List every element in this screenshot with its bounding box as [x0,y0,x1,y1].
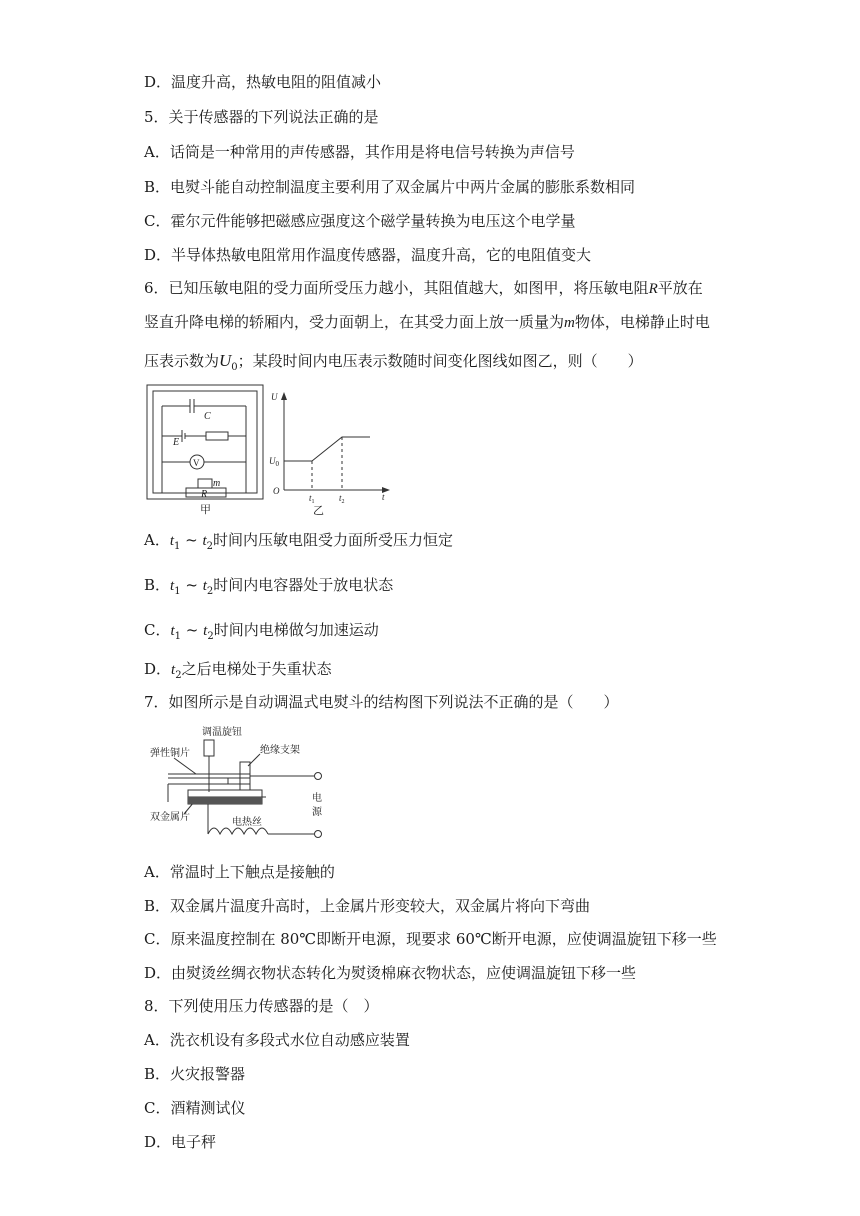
label-m: m [213,478,221,489]
label-power-2: 源 [312,807,322,818]
q8-option-c: C．酒精测试仪 [144,1099,246,1117]
caption-jia: 甲 [200,504,211,515]
q6-option-d: D．$t_2$之后电梯处于失重状态 [144,660,332,681]
tick-label-t1: $t_1$ [309,493,315,505]
q4-option-d: D．温度升高，热敏电阻的阻值减小 [144,73,382,91]
label-u0: $U_0$ [269,456,279,468]
label-power-1: 电 [312,793,322,804]
u-t-graph-yi [266,388,396,516]
q7-question: 7．如图所示是自动调温式电熨斗的结构图下列说法不正确的是（ ） [144,693,619,711]
q7-option-c: C．原来温度控制在 80℃即断开电源，现要求 60℃断开电源，应使调温旋钮下移一些 [144,930,717,948]
label-copper: 弹性铜片 [150,748,190,759]
origin-label: O [273,486,280,496]
label-v: V [193,458,200,468]
label-heater: 电热丝 [232,817,262,828]
axis-label-u: U [271,392,278,402]
q5-option-a: A．话筒是一种常用的声传感器，其作用是将电信号转换为声信号 [144,143,575,161]
q5-option-c: C．霍尔元件能够把磁感应强度这个磁学量转换为电压这个电学量 [144,212,576,230]
label-e: E [173,437,180,448]
caption-yi: 乙 [313,505,324,516]
axis-label-t: t [382,492,385,502]
q6-question-line1: 6．已知压敏电阻的受力面所受压力越小，其阻值越大，如图甲，将压敏电阻R平放在 [144,279,703,297]
iron-structure-diagram [148,722,338,848]
q5-option-b: B．电熨斗能自动控制温度主要利用了双金属片中两片金属的膨胀系数相同 [144,178,636,196]
circuit-diagram-jia [146,383,266,515]
label-support: 绝缘支架 [260,745,300,756]
q6-question-line3: 压表示数为$U_0$；某段时间内电压表示数随时间变化图线如图乙，则（ ） [144,351,643,373]
label-bimetal: 双金属片 [150,812,190,823]
q5-question: 5．关于传感器的下列说法正确的是 [144,108,379,126]
q6-option-c: C．$t_1$ ~ $t_2$时间内电梯做匀加速运动 [144,621,379,642]
label-r: R [201,489,208,500]
q7-option-d: D．由熨烫丝绸衣物状态转化为熨烫棉麻衣物状态，应使调温旋钮下移一些 [144,964,637,982]
q8-question: 8．下列使用压力传感器的是（ ） [144,997,379,1015]
q8-option-b: B．火灾报警器 [144,1065,246,1083]
tick-label-t2: $t_2$ [339,493,345,505]
q8-option-d: D．电子秤 [144,1133,217,1151]
q6-question-line2: 竖直升降电梯的轿厢内，受力面朝上，在其受力面上放一质量为m物体，电梯静止时电 [144,313,710,331]
q6-option-a: A．$t_1$ ~ $t_2$时间内压敏电阻受力面所受压力恒定 [144,531,454,552]
label-knob: 调温旋钮 [202,727,242,738]
label-c: C [204,411,211,422]
q5-option-d: D．半导体热敏电阻常用作温度传感器，温度升高，它的电阻值变大 [144,246,592,264]
q8-option-a: A．洗衣机设有多段式水位自动感应装置 [144,1031,410,1049]
q7-option-b: B．双金属片温度升高时，上金属片形变较大，双金属片将向下弯曲 [144,897,591,915]
q6-option-b: B．$t_1$ ~ $t_2$时间内电容器处于放电状态 [144,576,394,597]
q7-option-a: A．常温时上下触点是接触的 [144,863,335,881]
